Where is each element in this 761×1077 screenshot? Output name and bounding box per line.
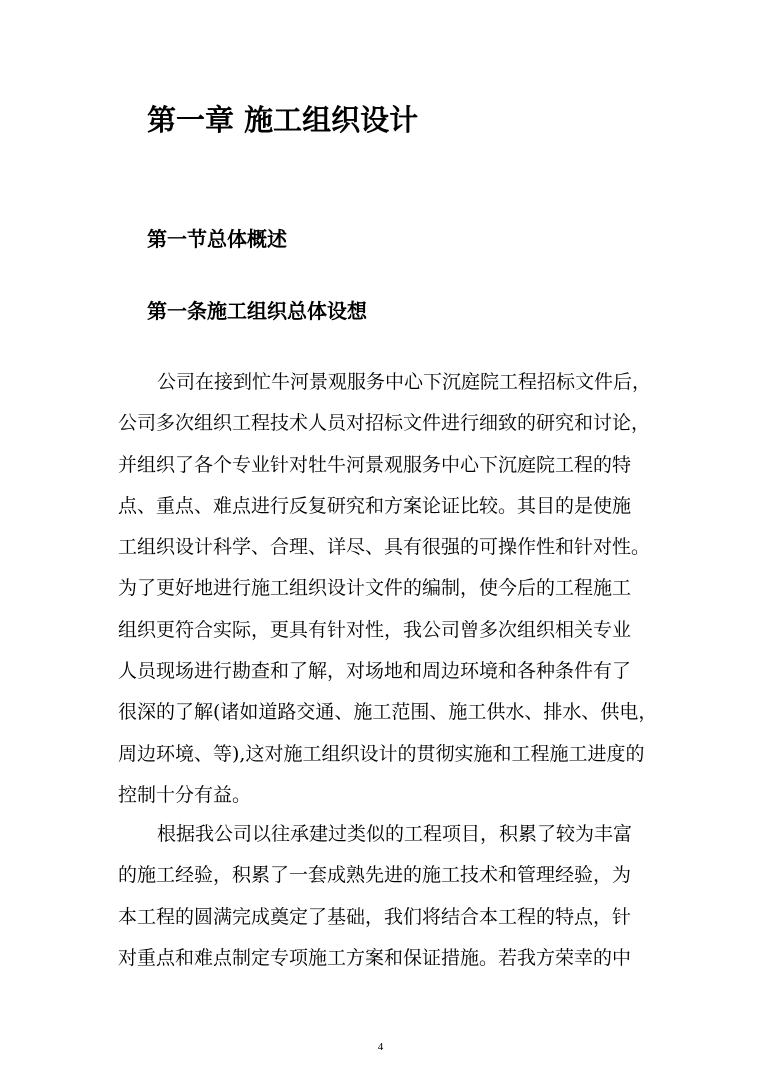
section-title: 第一节总体概述	[147, 227, 287, 251]
paragraph-line: 工组织设计科学、合理、详尽、具有很强的可操作性和针对性。	[118, 536, 651, 559]
article-title: 第一条施工组织总体设想	[147, 299, 367, 323]
paragraph-line: 很深的了解(诸如道路交通、施工范围、施工供水、排水、供电，	[118, 701, 658, 724]
paragraph-1	[118, 362, 658, 816]
paragraph-line: 人员现场进行勘查和了解，对场地和周边环境和各种条件有了	[118, 660, 632, 683]
paragraph-line: 点、重点、难点进行反复研究和方案论证比较。其目的是使施	[118, 494, 632, 517]
paragraph-line: 并组织了各个专业针对牡牛河景观服务中心下沉庭院工程的特	[118, 453, 632, 476]
paragraph-2	[118, 814, 648, 979]
paragraph-line: 公司在接到忙牛河景观服务中心下沉庭院工程招标文件后，	[157, 371, 652, 393]
chapter-title: 第一章 施工组织设计	[147, 103, 419, 137]
page-number: 4	[377, 1041, 384, 1053]
paragraph-line: 本工程的圆满完成奠定了基础，我们将结合本工程的特点，针	[118, 905, 632, 928]
paragraph-line: 组织更符合实际，更具有针对性，我公司曾多次组织相关专业	[118, 618, 632, 641]
paragraph-line: 公司多次组织工程技术人员对招标文件进行细致的研究和讨论，	[118, 412, 651, 435]
paragraph-line: 为了更好地进行施工组织设计文件的编制，使今后的工程施工	[118, 577, 632, 600]
paragraph-line: 根据我公司以往承建过类似的工程项目，积累了较为丰富	[157, 823, 633, 845]
paragraph-line: 对重点和难点制定专项施工方案和保证措施。若我方荣幸的中	[118, 946, 632, 969]
paragraph-line: 控制十分有益。	[118, 783, 252, 806]
paragraph-line: 周边环境、等),这对施工组织设计的贯彻实施和工程施工进度的	[118, 742, 645, 765]
paragraph-line: 的施工经验，积累了一套成熟先进的施工技术和管理经验，为	[118, 864, 632, 887]
